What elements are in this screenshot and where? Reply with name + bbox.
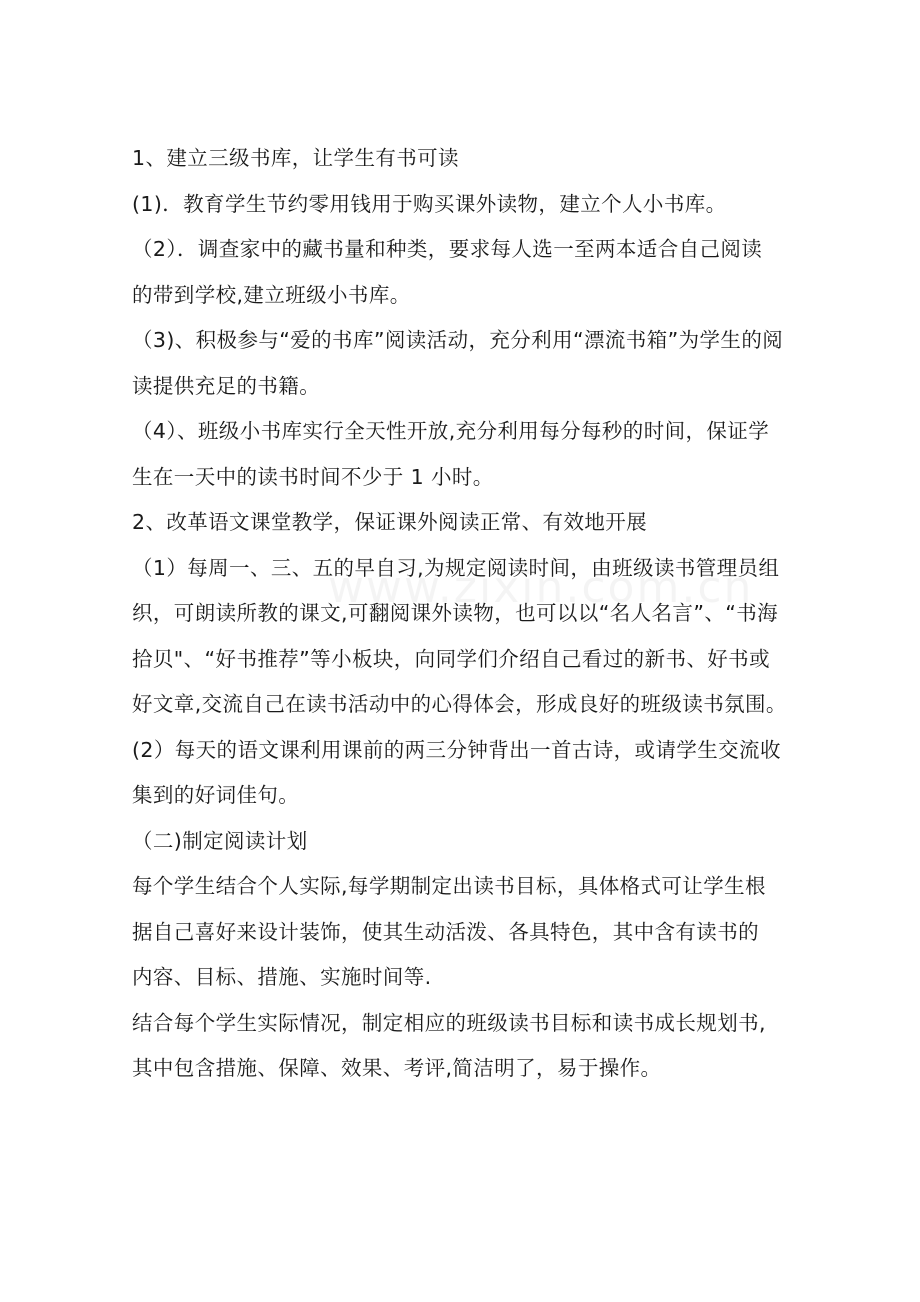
text-line: （3)、积极参与“爱的书库”阅读活动，充分利用“漂流书箱”为学生的阅	[132, 328, 784, 352]
text-line: 织，可朗读所教的课文,可翻阅课外读物，也可以以“名人名言”、“书海	[132, 601, 779, 625]
text-line: （4）、班级小书库实行全天性开放,充分利用每分每秒的时间，保证学	[132, 419, 770, 443]
text-line: （1）每周一、三、五的早自习,为规定阅读时间，由班级读书管理员组	[132, 555, 780, 580]
text-line: 结合每个学生实际情况，制定相应的班级读书目标和读书成长规划书,	[132, 1010, 766, 1035]
text-line: 好文章,交流自己在读书活动中的心得体会，形成良好的班级读书氛围。	[132, 692, 787, 716]
text-line: 每个学生结合个人实际,每学期制定出读书目标，具体格式可让学生根	[132, 874, 766, 898]
heading-line: 1、建立三级书库，让学生有书可读	[132, 146, 459, 170]
text-line: 的带到学校,建立班级小书库。	[132, 282, 411, 307]
text-line: 据自己喜好来设计装饰，使其生动活泼、各具特色，其中含有读书的	[132, 919, 759, 944]
text-line: 其中包含措施、保障、效果、考评,简洁明了，易于操作。	[132, 1056, 662, 1080]
text-line: 生在一天中的读书时间不少于 1 小时。	[132, 464, 494, 489]
text-line: (2）每天的语文课利用课前的两三分钟背出一首古诗，或请学生交流收	[132, 737, 781, 762]
text-line: （2）．调查家中的藏书量和种类，要求每人选一至两本适合自己阅读	[132, 237, 763, 261]
text-line: 集到的好词佳句。	[132, 783, 300, 807]
text-line: 拾贝"、“好书推荐”等小板块，向同学们介绍自己看过的新书、好书或	[132, 646, 770, 671]
document-body	[132, 136, 802, 1092]
text-line: 读提供充足的书籍。	[132, 373, 321, 398]
text-line: (1)．教育学生节约零用钱用于购买课外读物，建立个人小书库。	[132, 191, 727, 216]
text-line: 内容、目标、措施、实施时间等.	[132, 965, 432, 989]
heading-line: （二)制定阅读计划	[132, 828, 308, 853]
heading-line: 2、改革语文课堂教学，保证课外阅读正常、有效地开展	[132, 510, 648, 534]
